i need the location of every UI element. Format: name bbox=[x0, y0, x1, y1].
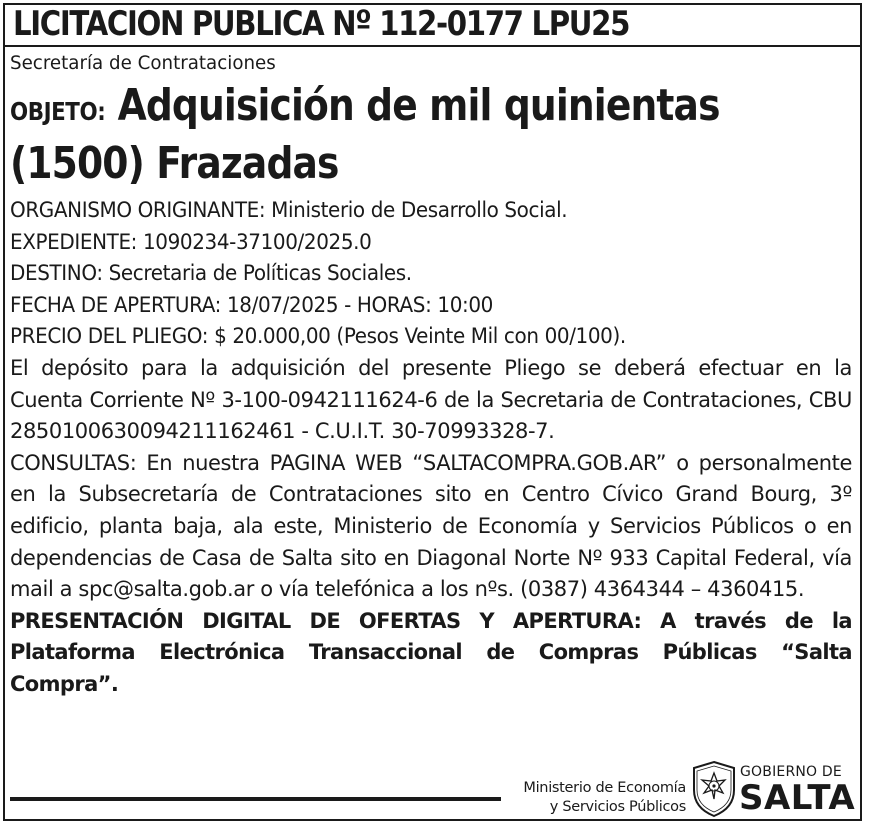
ministerio-line-1: Ministerio de Economía bbox=[523, 780, 686, 796]
fecha-apertura-line: FECHA DE APERTURA: 18/07/2025 - HORAS: 10:00 bbox=[10, 292, 493, 317]
department-subtitle: Secretaría de Contrataciones bbox=[10, 52, 276, 74]
expediente-line: EXPEDIENTE: 1090234-37100/2025.0 bbox=[10, 229, 372, 254]
presentacion-paragraph: PRESENTACIÓN DIGITAL DE OFERTAS Y APERTURA: A través de la Plataforma Electrónica Transaccional de Compras Públicas “Salta Compra”. bbox=[10, 608, 852, 696]
objeto-label: OBJETO: bbox=[10, 97, 106, 126]
salta-star-seal-icon bbox=[690, 760, 738, 818]
objeto-heading bbox=[10, 80, 856, 190]
salta-logo-text: SALTA bbox=[739, 778, 856, 818]
title-bar bbox=[3, 3, 862, 47]
gobierno-de-label: GOBIERNO DE bbox=[740, 764, 842, 780]
organismo-line: ORGANISMO ORIGINANTE: Ministerio de Desarrollo Social. bbox=[10, 198, 568, 222]
footer-divider bbox=[10, 797, 501, 801]
ministerio-line-2: y Servicios Públicos bbox=[549, 799, 686, 815]
consultas-paragraph: CONSULTAS: En nuestra PAGINA WEB “SALTACOMPRA.GOB.AR” o personalmente en la Subsecretaría de Contrataciones sito en Centro Cívico Grand Bourg, 3º edificio, planta baja, ala este, Ministerio de Economía y Servicios Públicos o en dependencias de Casa de Salta sito en Diagonal Norte Nº 933 Capital Federal, vía mail a spc@salta.gob.ar o vía telefónica a los nºs. (0387) 4364344 – 4360415. bbox=[10, 450, 852, 602]
destino-line: DESTINO: Secretaria de Políticas Sociales. bbox=[10, 261, 412, 286]
objeto-text: Adquisición de mil quinientas (1500) Frazadas bbox=[10, 80, 720, 189]
ministerio-label bbox=[510, 779, 686, 817]
page-title: LICITACION PUBLICA Nº 112-0177 LPU25 bbox=[13, 4, 630, 44]
precio-pliego-line: PRECIO DEL PLIEGO: $ 20.000,00 (Pesos Veinte Mil con 00/100). bbox=[10, 324, 626, 349]
deposito-paragraph: El depósito para la adquisición del presente Pliego se deberá efectuar en la Cuenta Corriente Nº 3-100-0942111624-6 de la Secretaria de Contrataciones, CBU 2850100630094211162461 - C.U.I.T. 30-70993328-7. bbox=[10, 355, 852, 444]
details-body bbox=[10, 195, 852, 701]
